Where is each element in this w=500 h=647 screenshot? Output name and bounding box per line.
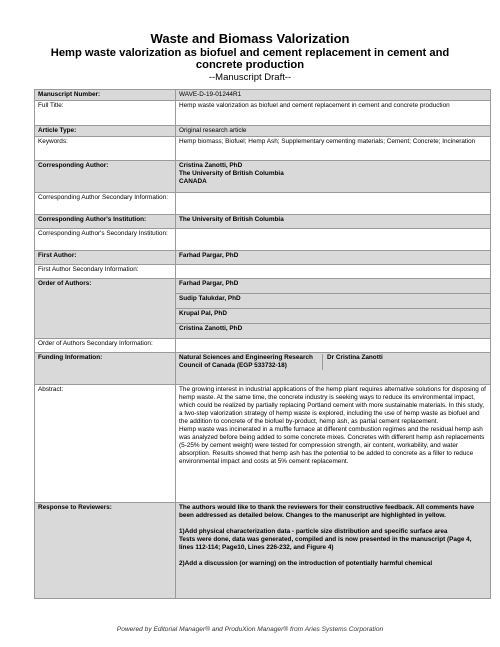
value-corr-secondary-info — [176, 193, 491, 215]
value-article-type: Original research article — [176, 126, 491, 137]
row-corresponding-author — [35, 161, 491, 193]
row-corr-secondary-info — [35, 193, 491, 215]
row-corr-institution — [35, 215, 491, 229]
corr-author-country: CANADA — [179, 178, 207, 185]
draft-label: --Manuscript Draft-- — [208, 72, 292, 83]
value-funding — [176, 353, 491, 385]
row-order-secondary — [35, 339, 491, 353]
order-author-3: Krupal Pal, PhD — [176, 309, 491, 324]
row-full-title — [35, 101, 491, 126]
row-corr-secondary-institution — [35, 229, 491, 251]
response-paragraph-4: 2)Add a discussion (or warning) on the introduction of potentially harmful chemical — [179, 560, 433, 567]
value-abstract — [176, 385, 491, 503]
label-abstract: Abstract: — [35, 385, 176, 503]
row-article-type — [35, 126, 491, 137]
row-funding — [35, 353, 491, 385]
corr-author-institution: The University of British Columbia — [179, 170, 284, 177]
abstract-paragraph-1: The growing interest in industrial applications of the hemp plant requires alternative solutions for disposing of hemp waste. At the same time, the concrete industry is seeking ways to reduce its environmental impact, which could be realized by partially replacing Portland cement with more sustainable materials. In this study, a two-step valorization strategy of hemp waste is explored, including the use of hemp waste as biofuel and the addition to concrete of the biofuel by-product, hemp ash, as partial cement replacement. — [179, 386, 486, 425]
row-abstract — [35, 385, 491, 503]
value-manuscript-number: WAVE-D-19-01244R1 — [176, 90, 491, 101]
label-response: Response to Reviewers: — [35, 503, 176, 599]
label-corr-secondary-institution: Corresponding Author's Secondary Institution: — [35, 229, 176, 251]
powered-by-footer: Powered by Editorial Manager® and ProduXion Manager® from Aries Systems Corporation — [116, 626, 384, 633]
label-corresponding-author: Corresponding Author: — [35, 161, 176, 193]
value-response — [176, 503, 491, 599]
value-first-author: Farhad Pargar, PhD — [176, 251, 491, 265]
response-paragraph-2: 1)Add physical characterization data - particle size distribution and specific surface area — [179, 528, 448, 535]
value-corr-secondary-institution — [176, 229, 491, 251]
label-corr-secondary-info: Corresponding Author Secondary Information: — [35, 193, 176, 215]
corr-author-name: Cristina Zanotti, PhD — [179, 162, 243, 169]
row-manuscript-number — [35, 90, 491, 101]
label-first-author: First Author: — [35, 251, 176, 265]
order-author-2: Sudip Talukdar, PhD — [176, 294, 491, 309]
value-full-title: Hemp waste valorization as biofuel and cement replacement in cement and concrete production — [176, 101, 491, 126]
value-corr-institution: The University of British Columbia — [176, 215, 491, 229]
label-article-type: Article Type: — [35, 126, 176, 137]
label-first-author-secondary: First Author Secondary Information: — [35, 265, 176, 279]
label-order-of-authors: Order of Authors: — [35, 279, 176, 339]
funding-recipient: Dr Cristina Zanotti — [327, 354, 383, 361]
row-order-author-1 — [35, 279, 491, 294]
row-first-author-secondary — [35, 265, 491, 279]
label-manuscript-number: Manuscript Number: — [35, 90, 176, 101]
funding-entry — [179, 354, 487, 370]
abstract-paragraph-2: Hemp waste was incinerated in a muffle furnace at different combustion regimes and the residual hemp ash was analyzed before being added to some concrete mixes. Concretes with different hemp ash replacements (5-25% by cement weight) were tested for compression strength, air content, workability, and water absorption. Results showed that hemp ash has the potential to be added to concrete as a filler to reduce environmental impact and costs at 5% cement replacement. — [179, 426, 485, 465]
value-first-author-secondary — [176, 265, 491, 279]
label-corr-institution: Corresponding Author's Institution: — [35, 215, 176, 229]
response-paragraph-1: The authors would like to thank the reviewers for their constructive feedback. All comments have been addressed as detailed below. Changes to the manuscript are highlighted in yellow. — [179, 504, 475, 519]
manuscript-title: Hemp waste valorization as biofuel and cement replacement in cement and concrete production — [50, 47, 450, 71]
label-order-secondary: Order of Authors Secondary Information: — [35, 339, 176, 353]
row-keywords — [35, 137, 491, 161]
funding-agency: Natural Sciences and Engineering Research Council of Canada (EGP 533732-18) — [179, 354, 323, 370]
journal-name: Waste and Biomass Valorization — [150, 31, 350, 46]
value-keywords: Hemp biomass; Biofuel; Hemp Ash; Supplementary cementing materials; Cement; Concrete; Incineration — [176, 137, 491, 161]
submission-form-table — [34, 89, 491, 599]
order-author-4: Cristina Zanotti, PhD — [176, 324, 491, 339]
value-order-secondary — [176, 339, 491, 353]
label-funding: Funding Information: — [35, 353, 176, 385]
response-paragraph-3: Tests were done, data was generated, compiled and is now presented in the manuscript (Page 4, lines 112-114; Page10, Lines 226-232, and Figure 4) — [179, 536, 472, 551]
row-first-author — [35, 251, 491, 265]
label-keywords: Keywords: — [35, 137, 176, 161]
row-response — [35, 503, 491, 599]
label-full-title: Full Title: — [35, 101, 176, 126]
value-corresponding-author — [176, 161, 491, 193]
order-author-1: Farhad Pargar, PhD — [176, 279, 491, 294]
